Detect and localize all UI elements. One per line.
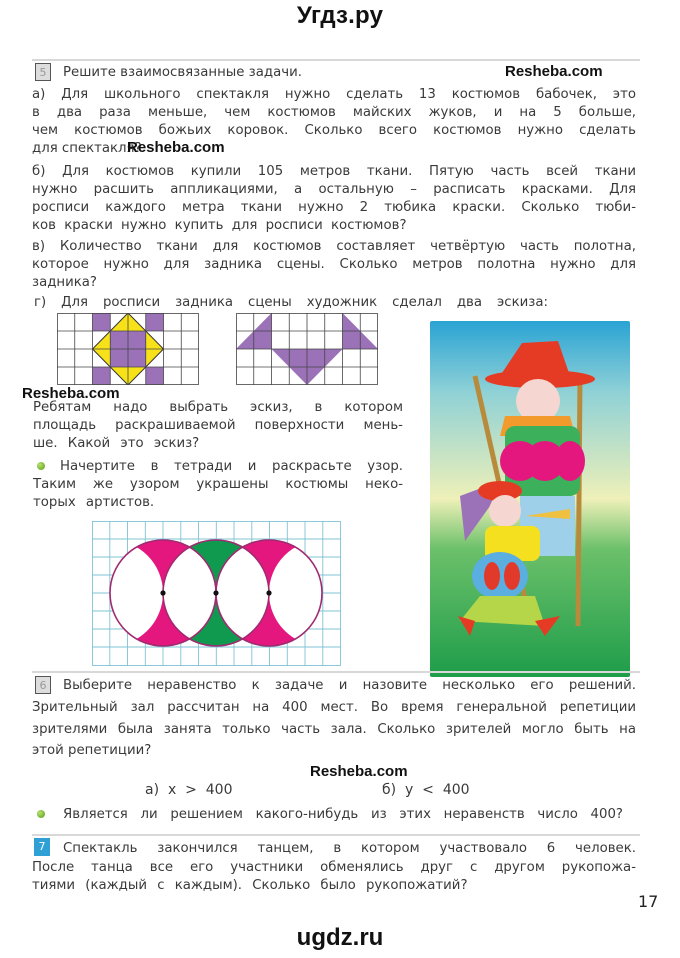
watermark: Resheba.com xyxy=(22,385,120,402)
text-line: чем костюмов божьих коровок. Сколько всего костюмов нужно сделать xyxy=(32,123,636,138)
text-line: площадь раскрашиваемой поверхности мень- xyxy=(33,418,403,433)
inequality-option-a: а) x > 400 xyxy=(145,782,233,798)
task-number-badge: 6 xyxy=(35,676,51,694)
text-line: Спектакль закончился танцем, в котором участвовало 6 человек. xyxy=(63,841,636,856)
text-line: для спектакля? xyxy=(32,141,142,156)
text-line: тиями (каждый с каждым). Сколько было рукопожатий? xyxy=(32,878,468,893)
artists-on-stilts-illustration xyxy=(430,321,630,677)
text-line: в) Количество ткани для костюмов составляет четвёртую часть полотна, xyxy=(32,239,636,254)
text-line: торых артистов. xyxy=(33,495,155,510)
bullet-icon xyxy=(37,810,45,818)
sketch-2-diagram xyxy=(236,313,378,385)
page-number: 17 xyxy=(638,892,659,911)
text-line: зрителями была занята только часть зала. Сколько зрителей могло быть на xyxy=(32,722,636,737)
text-line: Является ли решением какого-нибудь из этих неравенств число 400? xyxy=(63,807,623,822)
text-line: Начертите в тетради и раскрасьте узор. xyxy=(60,459,403,474)
divider xyxy=(32,834,640,836)
text-line: ков краски нужно купить для росписи костюмов? xyxy=(32,218,407,233)
text-line: После танца все его участники обменялись друг с другом рукопожа- xyxy=(32,860,636,875)
text-line: Ребятам надо выбрать эскиз, в котором xyxy=(33,400,403,415)
bullet-icon xyxy=(37,462,45,470)
text-line: задника? xyxy=(32,275,97,290)
task-number-badge: 5 xyxy=(35,63,51,81)
site-footer: ugdz.ru xyxy=(296,924,384,951)
text-line: которое нужно для задника сцены. Сколько метров полотна нужно для xyxy=(32,257,636,272)
inequality-option-b: б) y < 400 xyxy=(382,782,470,798)
watermark: Resheba.com xyxy=(505,63,603,80)
circle-pattern-diagram xyxy=(92,521,342,667)
text-line: г) Для росписи задника сцены художник сделал два эскиза: xyxy=(34,295,548,310)
text-line: росписи каждого метра ткани нужно 2 тюбика краски. Сколько тюби- xyxy=(32,200,636,215)
divider xyxy=(32,59,640,61)
text-line: нужно расшить аппликациями, а остальную – расписать красками. Для xyxy=(32,182,636,197)
text-line: ше. Какой это эскиз? xyxy=(33,436,200,451)
text-line: Зрительный зал рассчитан на 400 мест. Во время генеральной репетиции xyxy=(32,700,636,715)
text-line: этой репетиции? xyxy=(32,743,152,758)
watermark: Resheba.com xyxy=(127,139,225,156)
text-line: в два раза меньше, чем костюмов майских жуков, и на 5 больше, xyxy=(32,105,636,120)
text-line: а) Для школьного спектакля нужно сделать 13 костюмов бабочек, это xyxy=(32,87,636,102)
text-line: Выберите неравенство к задаче и назовите несколько его решений. xyxy=(63,678,636,693)
sketch-1-diagram xyxy=(57,313,199,385)
task-number-badge: 7 xyxy=(34,838,50,856)
divider xyxy=(32,671,640,673)
site-title: Угдз.ру xyxy=(296,2,384,29)
watermark: Resheba.com xyxy=(310,763,408,780)
text-line: Таким же узором украшены костюмы неко- xyxy=(33,477,403,492)
text-line: б) Для костюмов купили 105 метров ткани. Пятую часть всей ткани xyxy=(32,164,636,179)
task-title: Решите взаимосвязанные задачи. xyxy=(63,65,302,80)
